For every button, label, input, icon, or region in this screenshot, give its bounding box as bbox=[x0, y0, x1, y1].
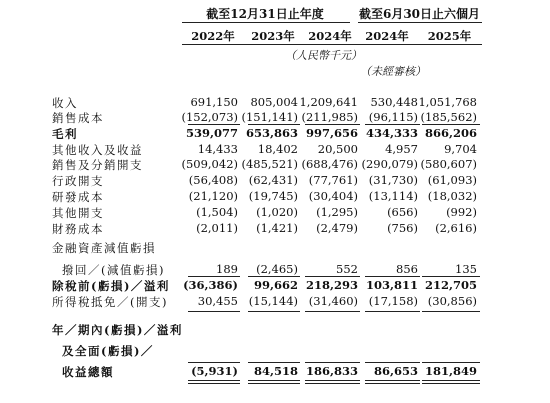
rule-below-income-tax-4 bbox=[365, 311, 420, 312]
rule-double-under-total-5 bbox=[422, 380, 480, 384]
row-label-rd-costs: 研發成本 bbox=[52, 190, 104, 204]
cell-other-expenses-col2: (1,020) bbox=[256, 205, 298, 219]
row-label-impairment-line1: 金融資產減值虧損 bbox=[52, 241, 156, 255]
cell-impairment-line2-col4: 856 bbox=[396, 262, 418, 276]
rule-above-profit-before-tax-2 bbox=[248, 276, 300, 277]
cell-rd-costs-col1: (21,120) bbox=[188, 189, 238, 203]
cell-total-line3-col5: 181,849 bbox=[424, 364, 477, 378]
rule-below-income-tax-5 bbox=[422, 311, 480, 312]
rule-below-income-tax-3 bbox=[305, 311, 360, 312]
cell-finance-costs-col3: (2,479) bbox=[316, 221, 358, 235]
row-label-total-line1: 年／期內(虧損)／溢利 bbox=[52, 323, 183, 337]
row-label-other-expenses: 其他開支 bbox=[52, 206, 104, 220]
rule-double-under-total-3 bbox=[305, 380, 360, 384]
unit-note: （人民幣千元） bbox=[285, 49, 362, 62]
rule-above-total-5 bbox=[422, 362, 480, 363]
cell-profit-before-tax-col5: 212,705 bbox=[424, 278, 477, 292]
column-header-2024: 2024年 bbox=[308, 29, 352, 43]
cell-admin-expenses-col5: (61,093) bbox=[427, 173, 477, 187]
rule-double-under-total-2 bbox=[248, 380, 300, 384]
cell-rd-costs-col5: (18,032) bbox=[427, 189, 477, 203]
row-label-total-line3: 收益總額 bbox=[62, 365, 114, 379]
cell-finance-costs-col1: (2,011) bbox=[196, 221, 238, 235]
row-label-cost-of-sales: 銷售成本 bbox=[52, 111, 104, 125]
rule-above-profit-before-tax-1 bbox=[188, 276, 240, 277]
cell-income-tax-col4: (17,158) bbox=[368, 294, 418, 308]
unaudited-note: （未經審核） bbox=[360, 65, 426, 78]
cell-selling-expenses-col1: (509,042) bbox=[181, 157, 238, 171]
cell-income-tax-col2: (15,144) bbox=[248, 294, 298, 308]
rule-above-total-3 bbox=[305, 362, 360, 363]
column-header-2023: 2023年 bbox=[251, 29, 295, 43]
cell-admin-expenses-col2: (62,431) bbox=[248, 173, 298, 187]
cell-cost-of-sales-col4: (96,115) bbox=[368, 110, 418, 124]
cell-selling-expenses-col5: (580,607) bbox=[420, 157, 477, 171]
row-label-finance-costs: 財務成本 bbox=[52, 222, 104, 236]
rule-above-profit-before-tax-3 bbox=[305, 276, 360, 277]
row-label-profit-before-tax: 除稅前(虧損)／溢利 bbox=[52, 279, 170, 293]
cell-revenue-col1: 691,150 bbox=[190, 95, 238, 109]
cell-impairment-line2-col3: 552 bbox=[336, 262, 358, 276]
cell-total-line3-col3: 186,833 bbox=[305, 364, 358, 378]
column-header-rule bbox=[182, 44, 482, 45]
header-group-fiscal-year: 截至12月31日止年度 bbox=[206, 7, 324, 21]
cell-impairment-line2-col1: 189 bbox=[216, 262, 238, 276]
cell-admin-expenses-col1: (56,408) bbox=[188, 173, 238, 187]
cell-income-tax-col3: (31,460) bbox=[308, 294, 358, 308]
cell-total-line3-col2: 84,518 bbox=[253, 364, 298, 378]
cell-cost-of-sales-col5: (185,562) bbox=[420, 110, 477, 124]
cell-other-income-col3: 20,500 bbox=[317, 142, 358, 156]
cell-revenue-col5: 1,051,768 bbox=[418, 95, 477, 109]
rule-above-gross-profit-2 bbox=[248, 124, 300, 125]
cell-gross-profit-col2: 653,863 bbox=[245, 126, 298, 140]
cell-other-expenses-col4: (656) bbox=[387, 205, 418, 219]
rule-above-total-4 bbox=[365, 362, 420, 363]
column-header-2025-h1: 2025年 bbox=[427, 29, 472, 43]
cell-total-line3-col1: (5,931) bbox=[191, 364, 238, 378]
cell-other-expenses-col1: (1,504) bbox=[196, 205, 238, 219]
cell-rd-costs-col3: (30,404) bbox=[308, 189, 358, 203]
cell-other-income-col4: 4,957 bbox=[385, 142, 418, 156]
cell-revenue-col2: 805,004 bbox=[250, 95, 298, 109]
rule-above-gross-profit-1 bbox=[188, 124, 240, 125]
cell-selling-expenses-col2: (485,521) bbox=[241, 157, 298, 171]
cell-finance-costs-col2: (1,421) bbox=[256, 221, 298, 235]
cell-selling-expenses-col3: (688,476) bbox=[301, 157, 358, 171]
row-label-other-income: 其他收入及收益 bbox=[52, 143, 143, 157]
rule-double-under-total-1 bbox=[188, 380, 240, 384]
cell-selling-expenses-col4: (290,079) bbox=[361, 157, 418, 171]
cell-cost-of-sales-col3: (211,985) bbox=[301, 110, 358, 124]
cell-gross-profit-col5: 866,206 bbox=[424, 126, 477, 140]
column-header-2024-h1: 2024年 bbox=[365, 29, 409, 43]
cell-other-income-col5: 9,704 bbox=[444, 142, 477, 156]
rule-above-gross-profit-3 bbox=[305, 124, 360, 125]
rule-above-total-1 bbox=[188, 362, 240, 363]
row-label-gross-profit: 毛利 bbox=[52, 127, 78, 141]
cell-profit-before-tax-col4: 103,811 bbox=[365, 278, 418, 292]
row-label-income-tax: 所得稅抵免／(開支) bbox=[52, 295, 168, 309]
cell-admin-expenses-col3: (77,761) bbox=[308, 173, 358, 187]
rule-above-profit-before-tax-5 bbox=[422, 276, 480, 277]
cell-profit-before-tax-col2: 99,662 bbox=[253, 278, 298, 292]
cell-profit-before-tax-col1: (36,386) bbox=[183, 278, 238, 292]
rule-double-under-total-4 bbox=[365, 380, 420, 384]
cell-other-expenses-col5: (992) bbox=[446, 205, 477, 219]
cell-gross-profit-col4: 434,333 bbox=[365, 126, 418, 140]
rule-above-total-2 bbox=[248, 362, 300, 363]
rule-above-gross-profit-4 bbox=[365, 124, 420, 125]
cell-admin-expenses-col4: (31,730) bbox=[368, 173, 418, 187]
cell-rd-costs-col2: (19,745) bbox=[248, 189, 298, 203]
header-group-fiscal-year-rule bbox=[182, 22, 350, 23]
header-group-six-months: 截至6月30日止六個月 bbox=[358, 7, 481, 21]
row-label-admin-expenses: 行政開支 bbox=[52, 174, 104, 188]
cell-gross-profit-col3: 997,656 bbox=[305, 126, 358, 140]
cell-other-expenses-col3: (1,295) bbox=[316, 205, 358, 219]
rule-above-gross-profit-5 bbox=[422, 124, 480, 125]
cell-income-tax-col5: (30,856) bbox=[427, 294, 477, 308]
rule-below-income-tax-2 bbox=[248, 311, 300, 312]
cell-cost-of-sales-col1: (152,073) bbox=[181, 110, 238, 124]
cell-total-line3-col4: 86,653 bbox=[373, 364, 418, 378]
cell-cost-of-sales-col2: (151,141) bbox=[241, 110, 298, 124]
cell-revenue-col3: 1,209,641 bbox=[299, 95, 358, 109]
cell-impairment-line2-col5: 135 bbox=[455, 262, 477, 276]
cell-other-income-col2: 18,402 bbox=[257, 142, 298, 156]
cell-profit-before-tax-col3: 218,293 bbox=[305, 278, 358, 292]
column-header-2022: 2022年 bbox=[191, 29, 235, 43]
row-label-revenue: 收入 bbox=[52, 96, 78, 110]
row-label-impairment-line2: 撥回／(減值虧損) bbox=[62, 263, 165, 277]
row-label-selling-expenses: 銷售及分銷開支 bbox=[52, 158, 143, 172]
cell-impairment-line2-col2: (2,465) bbox=[256, 262, 298, 276]
cell-gross-profit-col1: 539,077 bbox=[185, 126, 238, 140]
cell-finance-costs-col5: (2,616) bbox=[435, 221, 477, 235]
rule-below-income-tax-1 bbox=[188, 311, 240, 312]
rule-above-profit-before-tax-4 bbox=[365, 276, 420, 277]
row-label-total-line2: 及全面(虧損)／ bbox=[62, 344, 154, 358]
header-group-six-months-rule bbox=[358, 22, 482, 23]
cell-rd-costs-col4: (13,114) bbox=[368, 189, 418, 203]
cell-revenue-col4: 530,448 bbox=[370, 95, 418, 109]
cell-other-income-col1: 14,433 bbox=[197, 142, 238, 156]
cell-income-tax-col1: 30,455 bbox=[197, 294, 238, 308]
cell-finance-costs-col4: (756) bbox=[387, 221, 418, 235]
